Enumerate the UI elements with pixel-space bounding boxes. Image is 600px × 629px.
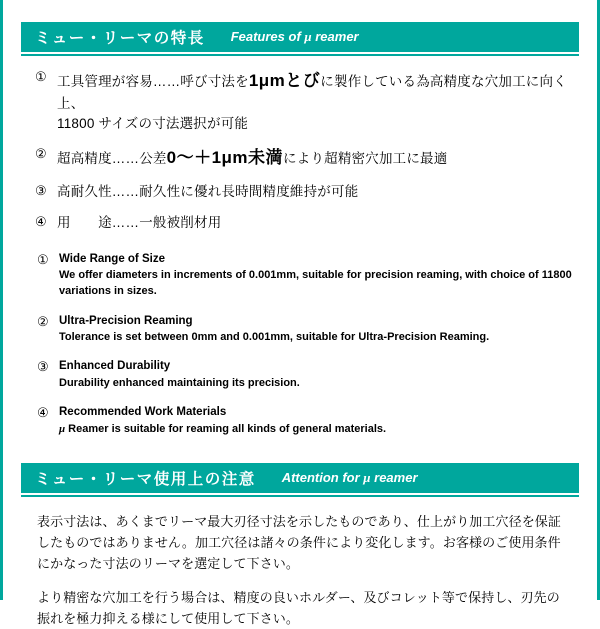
mu-symbol: μ [59,422,66,435]
section-header-en-pre: Features of [230,29,305,44]
list-item-number: ① [35,69,47,84]
list-item-text [59,251,579,300]
list-item-text-post: に製作している為高精度な穴加工に向く上、 [57,74,567,111]
list-item-description: Durability enhanced maintaining its precision. [59,376,300,389]
list-item-text: 用 途……一般被削材用 [57,214,222,230]
list-item [21,358,579,391]
section-header-title-jp: ミュー・リーマの特長 [35,30,205,47]
list-item-number: ② [37,313,49,329]
list-item-title: Wide Range of Size [59,253,165,265]
list-item [21,404,579,437]
list-item [21,182,579,202]
section-header-en-pre: Attention for [281,470,364,486]
section-header-features [21,22,579,52]
list-item-text-emphasis: 0〜＋1μm未満 [166,148,284,167]
list-item-number: ② [35,146,47,161]
list-item-text-pre: 工具管理が容易……呼び寸法を [57,74,249,89]
list-item-number: ① [37,252,49,267]
section-features [21,22,579,437]
list-item-text [59,358,300,391]
list-item-number: ④ [37,405,49,421]
paragraph: 表示寸法は、あくまでリーマ最大刃径寸法を示したものであり、仕上がり加工穴径を保証したものではありません。加工穴径は諸々の条件により変化します。お客様のご使用条件にかなった寸法のリーマを選定して下さい。 [37,514,562,572]
section-header-attention [21,463,579,493]
mu-symbol: μ [304,29,312,44]
list-item [21,251,579,300]
list-item-title: Enhanced Durability [59,360,171,373]
attention-paragraphs [21,511,579,628]
list-item [21,213,579,233]
list-item-description: Tolerance is set between 0mm and 0.001mm, suitable for Ultra-Precision Reaming. [59,330,490,343]
list-item-text-pre: 超高精度……公差 [57,151,167,166]
list-item [21,68,579,134]
list-item-description: We offer diameters in increments of 0.001mm, suitable for precision reaming, with choice of 11800 variations in sizes. [59,269,572,297]
section-header-title-en [231,29,359,45]
list-item-text [59,313,489,346]
list-item-text-line2: 11800 サイズの寸法選択が可能 [57,115,249,131]
list-item-description-text: Reamer is suitable for reaming all kinds of general materials. [65,422,387,435]
paragraph: より精密な穴加工を行う場合は、精度の良いホルダー、及びコレット等で保持し、刃先の振れを極力抑える様にして使用して下さい。 [37,589,560,626]
section-header-title-jp: ミュー・リーマ使用上の注意 [35,471,256,489]
list-item-description [59,422,386,438]
section-header-en-post: reamer [370,470,418,486]
section-header-title-en [282,470,418,486]
document-body [3,0,597,629]
list-item-title: Recommended Work Materials [59,406,227,419]
list-item-text-emphasis: 1μmとび [248,71,321,90]
list-item-text-post: により超精密穴加工に最適 [283,151,448,166]
list-item-text [57,68,579,134]
list-item-title: Ultra-Precision Reaming [59,314,193,327]
section-header-en-post: reamer [311,29,359,44]
section-attention [21,463,579,628]
list-item-number: ③ [35,182,47,198]
list-item [21,145,579,171]
mu-symbol: μ [363,470,371,486]
section-divider [21,54,579,56]
list-item-text [57,145,447,171]
list-item-number: ④ [35,213,47,229]
feature-list-en [21,251,579,437]
list-item-number: ③ [37,359,49,375]
list-item-text: 高耐久性……耐久性に優れ長時間精度維持が可能 [57,183,359,199]
list-item-text [59,404,386,437]
section-divider [21,495,579,497]
list-item [21,313,579,346]
feature-list-jp [21,68,579,233]
